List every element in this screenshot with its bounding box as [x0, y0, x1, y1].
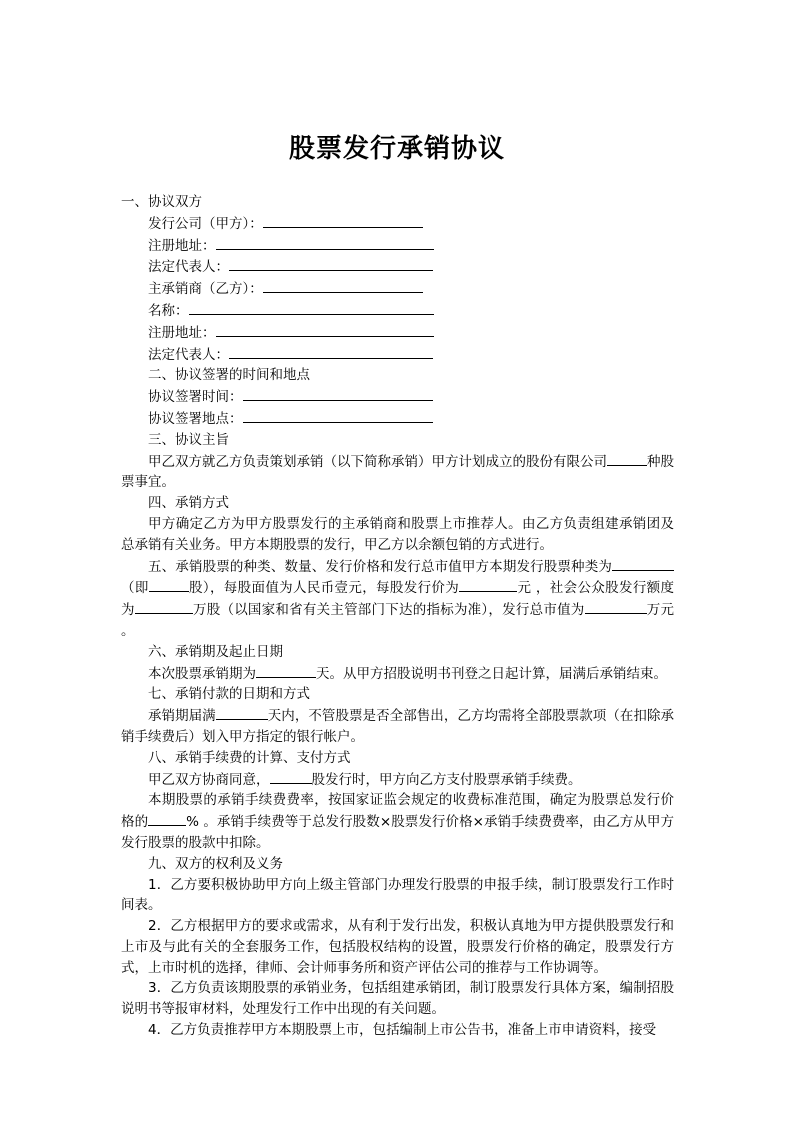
section-method-paragraph: 甲方确定乙方为甲方股票发行的主承销商和股票上市推荐人。由乙方负责组建承销团及总承销有关业务。甲方本期股票的发行，甲乙方以余额包销的方式进行。: [121, 515, 674, 553]
issuer-field: [121, 213, 674, 235]
section-fee-heading: 八、承销手续费的计算、支付方式: [148, 749, 351, 766]
section-method-heading: 四、承销方式: [148, 495, 229, 512]
signing-place-label: 协议签署地点：: [148, 410, 243, 427]
period-days-blank: [256, 663, 316, 678]
issuer-blank: [263, 213, 423, 228]
fee-stock-blank: [270, 769, 312, 784]
issue-price-blank: [459, 577, 517, 592]
document-title: 股票发行承销协议: [288, 134, 505, 164]
document-body: [121, 192, 674, 1041]
period-text-a: 本次股票承销期为: [148, 665, 256, 682]
section-fee-paragraph-2: [121, 790, 674, 853]
reg-address-a-label: 注册地址：: [148, 237, 216, 254]
payment-text-a: 承销期届满: [148, 708, 216, 725]
underwriter-label: 主承销商（乙方）：: [148, 281, 263, 298]
fee-text-a: 甲乙双方协商同意，: [148, 771, 270, 788]
rights-item-1: 1．乙方要积极协助甲方向上级主管部门办理发行股票的申报手续，制订股票发行工作时间表。: [121, 876, 674, 914]
underwriter-blank: [263, 278, 423, 293]
section-fee-paragraph-1: [121, 769, 674, 791]
section-payment-paragraph: [121, 705, 674, 748]
fee-rate-blank: [148, 811, 186, 826]
section-signing-heading: 二、协议签署的时间和地点: [148, 367, 310, 384]
public-quota-blank: [135, 599, 193, 614]
legal-rep-a-blank: [229, 256, 433, 271]
reg-address-b-blank: [216, 322, 434, 337]
section-period-heading: 六、承销期及起止日期: [148, 643, 283, 660]
section-stock-paragraph: [121, 556, 674, 642]
section-parties-heading: 一、协议双方: [121, 194, 202, 210]
stock-text-d: 元 ，社会公众股发行额度为: [121, 580, 674, 619]
signing-time-field: [121, 386, 674, 408]
stock-text-b: （即: [121, 580, 149, 597]
name-blank: [189, 300, 434, 315]
stock-text-a: 五、承销股票的种类、数量、发行价格和发行总市值甲方本期发行股票种类为: [148, 558, 612, 575]
stock-kind-blank: [612, 556, 674, 571]
rights-item-4: 4．乙方负责推荐甲方本期股票上市，包括编制上市公告书，准备上市申请资料，接受: [148, 1022, 657, 1039]
payment-text-b: 天内，不管股票是否全部售出，乙方均需将全部股票款项（在扣除承销手续费后）划入甲方指定的银行帐户。: [121, 708, 675, 745]
section-purpose-heading: 三、协议主旨: [148, 431, 229, 448]
purpose-text-b: 种股票事宜。: [121, 453, 674, 491]
rights-item-2: 2．乙方根据甲方的要求或需求，从有利于发行出发，积极认真地为甲方提供股票发行和上市及与此有关的全套服务工作，包括股权结构的设置，股票发行价格的确定，股票发行方式，上市时机的选择，律师、会计师事务所和资产评估公司的推荐与工作协调等。: [121, 918, 674, 976]
legal-rep-a-field: [121, 256, 674, 278]
issuer-label: 发行公司（甲方）：: [148, 215, 263, 232]
reg-address-b-label: 注册地址：: [148, 324, 216, 341]
rights-item-3: 3．乙方负责该期股票的承销业务，包括组建承销团，制订股票发行具体方案，编制招股说明书等报审材料，处理发行工作中出现的有关问题。: [121, 980, 674, 1018]
signing-place-blank: [243, 408, 433, 423]
reg-address-a-blank: [216, 235, 434, 250]
underwriter-field: [121, 278, 674, 300]
legal-rep-b-field: [121, 344, 674, 366]
legal-rep-b-label: 法定代表人：: [148, 346, 229, 363]
stock-text-e: 万股（以国家和省有关主管部门下达的指标为准），发行总市值为: [192, 602, 585, 619]
stock-text-f: 万元 。: [121, 602, 675, 639]
legal-rep-a-label: 法定代表人：: [148, 259, 229, 276]
legal-rep-b-blank: [229, 344, 433, 359]
section-purpose-paragraph: [121, 451, 674, 494]
signing-time-label: 协议签署时间：: [148, 389, 243, 406]
section-rights-heading: 九、双方的权利及义务: [148, 855, 283, 872]
fee-text-b: 股发行时，甲方向乙方支付股票承销手续费。: [311, 771, 582, 788]
name-field: [121, 300, 674, 322]
section-period-paragraph: [121, 663, 674, 685]
total-value-blank: [585, 599, 647, 614]
stock-text-c: 股），每股面值为人民币壹元，每股发行价为: [188, 580, 460, 597]
fee-text-d: % 。承销手续费等于总发行股数×股票发行价格×承销手续费费率，由乙方从甲方发行股票的股款中扣除。: [121, 814, 674, 851]
signing-place-field: [121, 408, 674, 430]
period-text-b: 天。从甲方招股说明书刊登之日起计算，届满后承销结束。: [316, 665, 667, 682]
signing-time-blank: [243, 386, 433, 401]
stock-type-blank: [607, 451, 647, 466]
section-payment-heading: 七、承销付款的日期和方式: [148, 686, 310, 703]
reg-address-a-field: [121, 235, 674, 257]
purpose-text-a: 甲乙双方就乙方负责策划承销（以下简称承销）甲方计划成立的股份有限公司: [148, 453, 607, 470]
fee-text-c: 本期股票的承销手续费费率，按国家证监会规定的收费标准范围，确定为股票总发行价格的: [121, 792, 674, 831]
name-label: 名称：: [148, 302, 189, 319]
stock-count-blank: [149, 577, 189, 592]
reg-address-b-field: [121, 322, 674, 344]
payment-days-blank: [216, 705, 268, 720]
